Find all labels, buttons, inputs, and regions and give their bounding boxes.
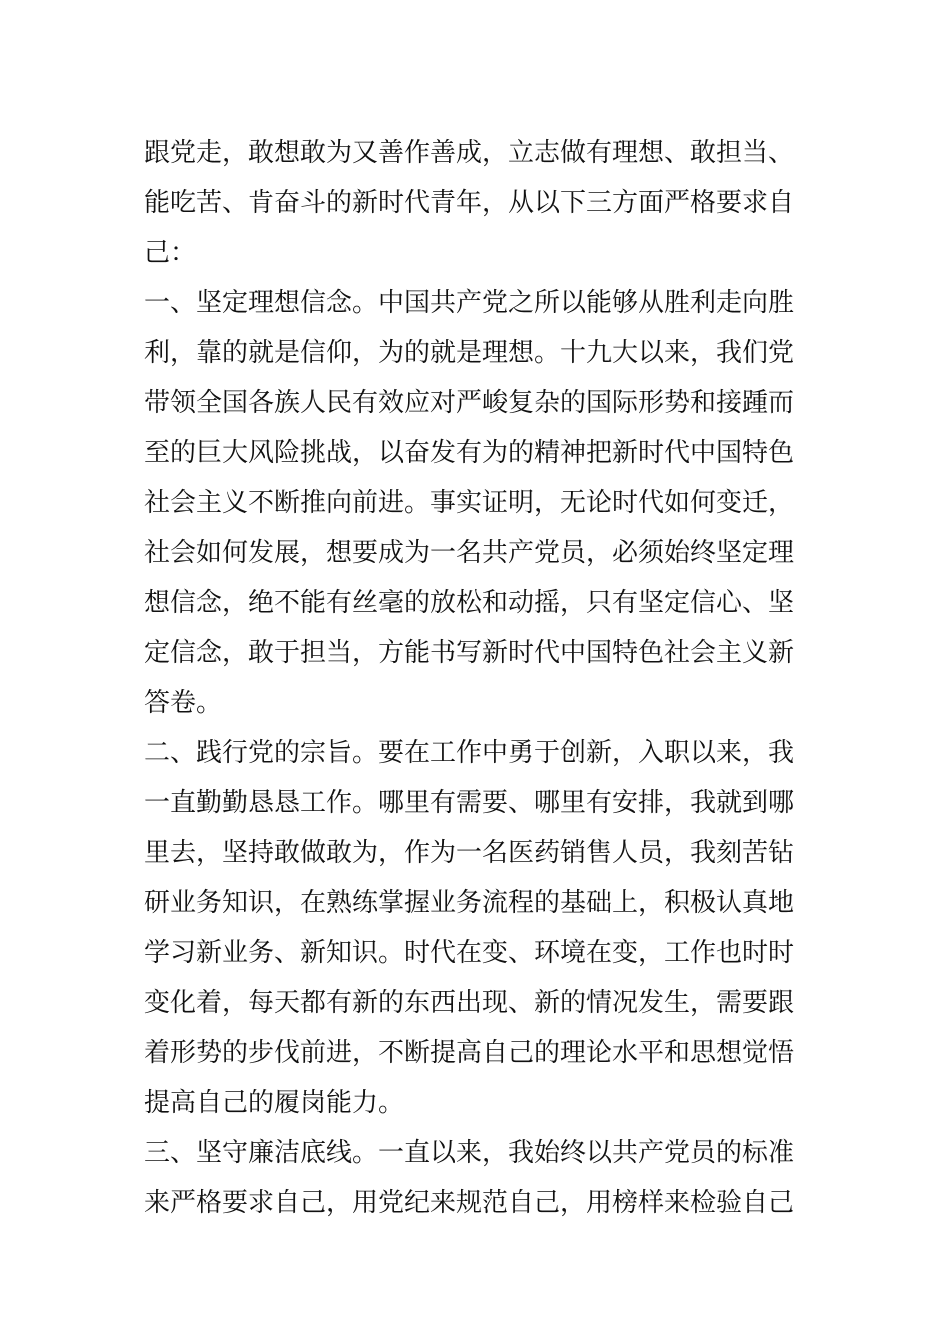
text-line: 提高自己的履岗能力。 [144, 1088, 405, 1118]
text-line: 着形势的步伐前进，不断提高自己的理论水平和思想觉悟 [144, 1038, 795, 1068]
text-line: 学习新业务、新知识。时代在变、环境在变，工作也时时 [144, 938, 795, 968]
text-line: 带领全国各族人民有效应对严峻复杂的国际形势和接踵而 [144, 388, 795, 418]
text-line: 跟党走，敢想敢为又善作善成，立志做有理想、敢担当、 [144, 138, 795, 168]
text-line: 利，靠的就是信仰，为的就是理想。十九大以来，我们党 [144, 338, 795, 368]
text-line: 答卷。 [144, 688, 223, 718]
text-line: 能吃苦、肯奋斗的新时代青年，从以下三方面严格要求自 [144, 188, 795, 218]
text-line: 己： [144, 238, 197, 268]
text-line: 里去，坚持敢做敢为，作为一名医药销售人员，我刻苦钻 [144, 838, 795, 868]
text-line: 变化着，每天都有新的东西出现、新的情况发生，需要跟 [144, 988, 795, 1018]
text-line: 社会主义不断推向前进。事实证明，无论时代如何变迁， [144, 488, 795, 518]
text-line: 一、坚定理想信念。中国共产党之所以能够从胜利走向胜 [144, 288, 795, 318]
text-line: 社会如何发展，想要成为一名共产党员，必须始终坚定理 [144, 538, 795, 568]
text-line: 至的巨大风险挑战，以奋发有为的精神把新时代中国特色 [144, 438, 795, 468]
text-line: 二、践行党的宗旨。要在工作中勇于创新，入职以来，我 [144, 738, 795, 768]
text-line: 想信念，绝不能有丝毫的放松和动摇，只有坚定信心、坚 [144, 588, 795, 618]
text-line: 来严格要求自己，用党纪来规范自己，用榜样来检验自己 [144, 1188, 795, 1218]
text-line: 研业务知识，在熟练掌握业务流程的基础上，积极认真地 [144, 888, 795, 918]
text-line: 定信念，敢于担当，方能书写新时代中国特色社会主义新 [144, 638, 795, 668]
text-line: 三、坚守廉洁底线。一直以来，我始终以共产党员的标准 [144, 1138, 795, 1168]
text-line: 一直勤勤恳恳工作。哪里有需要、哪里有安排，我就到哪 [144, 788, 795, 818]
document-body [144, 128, 814, 1228]
